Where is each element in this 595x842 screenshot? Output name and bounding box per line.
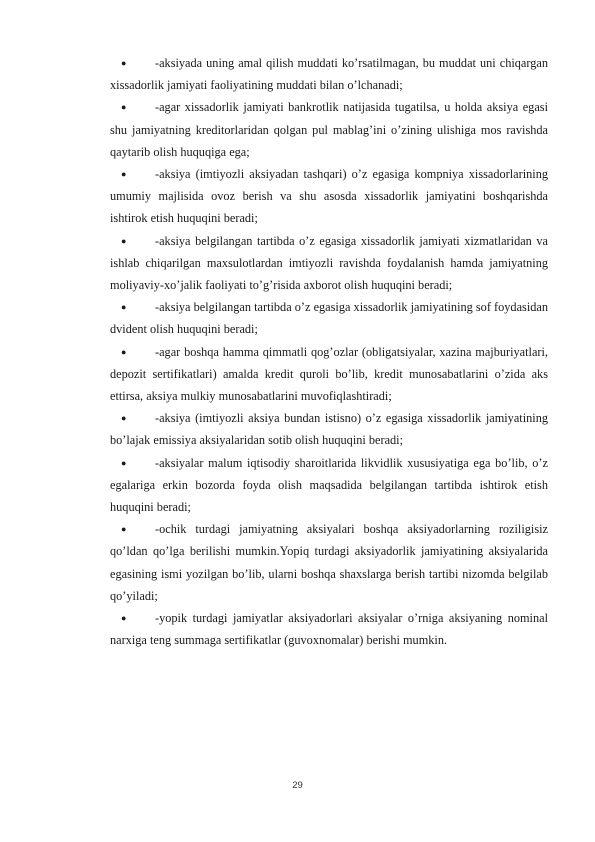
list-item: [110, 407, 548, 451]
list-item-text: -ochik turdagi jamiyatning aksiyalari boshqa aksiyadorlarning roziligisiz qo’ldan qo’lga berilishi mumkin.Yopiq turdagi aksiyadorlik jamiyatining aksiyalarida egasining ismi yozilgan bo’lib, ularni boshqa shaxslarga berish tartibi nizomda belgilab qo’yiladi;: [110, 522, 548, 603]
list-item-text: -aksiyada uning amal qilish muddati ko’rsatilmagan, bu muddat uni chiqargan xissadorlik jamiyati faoliyatining muddati bilan o’lchanadi;: [110, 56, 548, 93]
page-number: 29: [292, 780, 303, 791]
bullet-icon: ●: [121, 302, 127, 313]
bullet-icon: ●: [121, 524, 127, 535]
bullet-icon: ●: [121, 413, 127, 424]
list-item: [110, 230, 548, 297]
list-item-text: -aksiya belgilangan tartibda o’z egasiga xissadorlik jamiyati xizmatlaridan va ishlab chiqarilgan maxsulotlardan imtiyozli ravishda foydalanish hamda jamiyatning moliyaviy-xo’jalik faoliyati to’g’risida axborot olish huquqini beradi;: [110, 233, 548, 293]
list-item: [110, 163, 548, 230]
bullet-icon: ●: [121, 457, 127, 468]
list-item: [110, 96, 548, 163]
bullet-icon: ●: [121, 102, 127, 113]
list-item-text: -agar xissadorlik jamiyati bankrotlik natijasida tugatilsa, u holda aksiya egasi shu jamiyatning kreditorlaridan qolgan pul mablag’ini o’zining ulishiga mos ravishda qaytarib olish huquqiga ega;: [110, 100, 548, 159]
list-item-text: -aksiyalar malum iqtisodiy sharoitlarida likvidlik xususiyatiga ega bo’lib, o’z egalariga erkin bozorda foyda olish maqsadida belgilangan tartibda ishtirok etish huquqini beradi;: [110, 455, 548, 515]
list-item: [110, 518, 548, 607]
list-item: [110, 341, 548, 408]
document-body: [110, 52, 548, 651]
list-item-text: -aksiya (imtiyozli aksiya bundan istisno) o’z egasiga xissadorlik jamiyatining bo’lajak emissiya aksiyalaridan sotib olish huquqini beradi;: [110, 411, 548, 448]
list-item-text: -aksiya belgilangan tartibda o’z egasiga xissadorlik jamiyatining sof foydasidan dvident olish huquqini beradi;: [110, 300, 548, 337]
list-item: [110, 52, 548, 96]
bullet-icon: ●: [121, 235, 127, 246]
bullet-icon: ●: [121, 58, 127, 68]
list-item: [110, 607, 548, 651]
list-item: [110, 452, 548, 519]
bullet-icon: ●: [121, 169, 127, 180]
list-item-text: -yopik turdagi jamiyatlar aksiyadorlari aksiyalar o’rniga aksiyaning nominal narxiga teng summaga sertifikatlar (guvoxnomalar) berishi mumkin.: [110, 611, 548, 648]
bullet-icon: ●: [121, 613, 127, 624]
list-item: [110, 296, 548, 340]
list-item-text: -aksiya (imtiyozli aksiyadan tashqari) o’z egasiga kompniya xissadorlarining umumiy majlisida ovoz berish va shu asosda xissadorlik jamiyatini boshqarishda ishtirok etish huquqini beradi;: [110, 167, 548, 226]
bullet-icon: ●: [121, 346, 127, 357]
list-item-text: -agar boshqa hamma qimmatli qog’ozlar (obligatsiyalar, xazina majburiyatlari, depozit sertifikatlari) amalda kredit quroli bo’lib, kredit munosabatlarini o’zida aks ettirsa, aksiya mulkiy munosabatlarini muvofiqlashtiradi;: [110, 344, 548, 404]
